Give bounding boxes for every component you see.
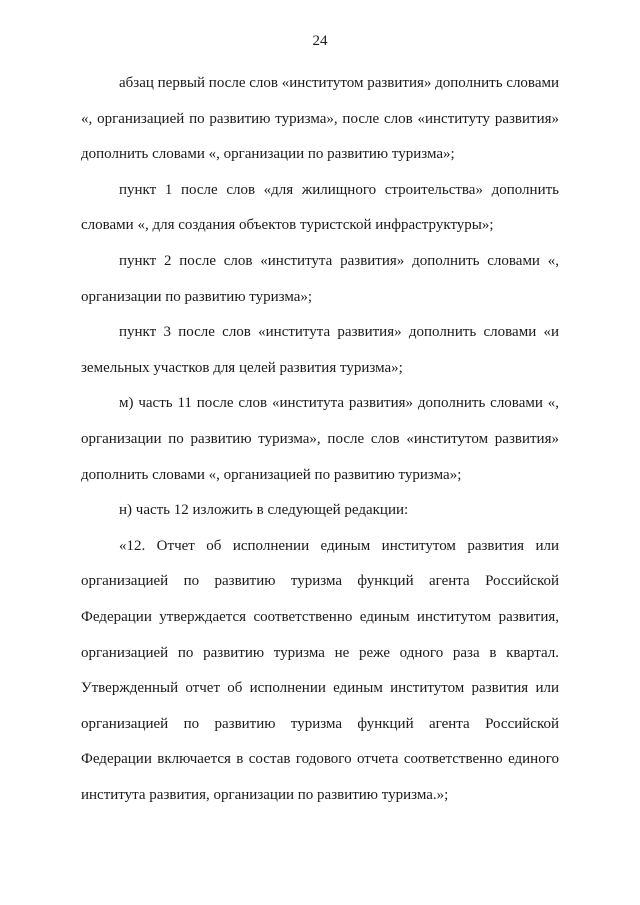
paragraph-5: м) часть 11 после слов «института развития» дополнить словами «, организации по развитию туризма», после слов «институтом развития» дополнить словами «, организацией по развитию туризма»; (81, 395, 559, 483)
paragraph-7: «12. Отчет об исполнении единым институтом развития или организацией по развитию туризма функций агента Российской Федерации утверждается соответственно единым институтом развития, организацией по развитию туризма не реже одного раза в квартал. Утвержденный отчет об исполнении единым институтом развития или организацией по развитию туризма функций агента Российской Федерации включается в состав годового отчета соответственно единого института развития, организации по развитию туризма.»; (81, 537, 559, 803)
paragraph-2: пункт 1 после слов «для жилищного строительства» дополнить словами «, для создания объектов туристской инфраструктуры»; (81, 181, 559, 234)
paragraph-1: абзац первый после слов «институтом развития» дополнить словами «, организацией по развитию туризма», после слов «институту развития» дополнить словами «, организации по развитию туризма»; (81, 75, 559, 163)
paragraph-6: н) часть 12 изложить в следующей редакции: (119, 502, 409, 519)
paragraph-4: пункт 3 после слов «института развития» дополнить словами «и земельных участков для целей развития туризма»; (81, 324, 559, 376)
document-body (81, 66, 559, 813)
page-number: 24 (312, 33, 328, 49)
paragraph-3: пункт 2 после слов «института развития» дополнить словами «, организации по развитию туризма»; (81, 252, 559, 305)
